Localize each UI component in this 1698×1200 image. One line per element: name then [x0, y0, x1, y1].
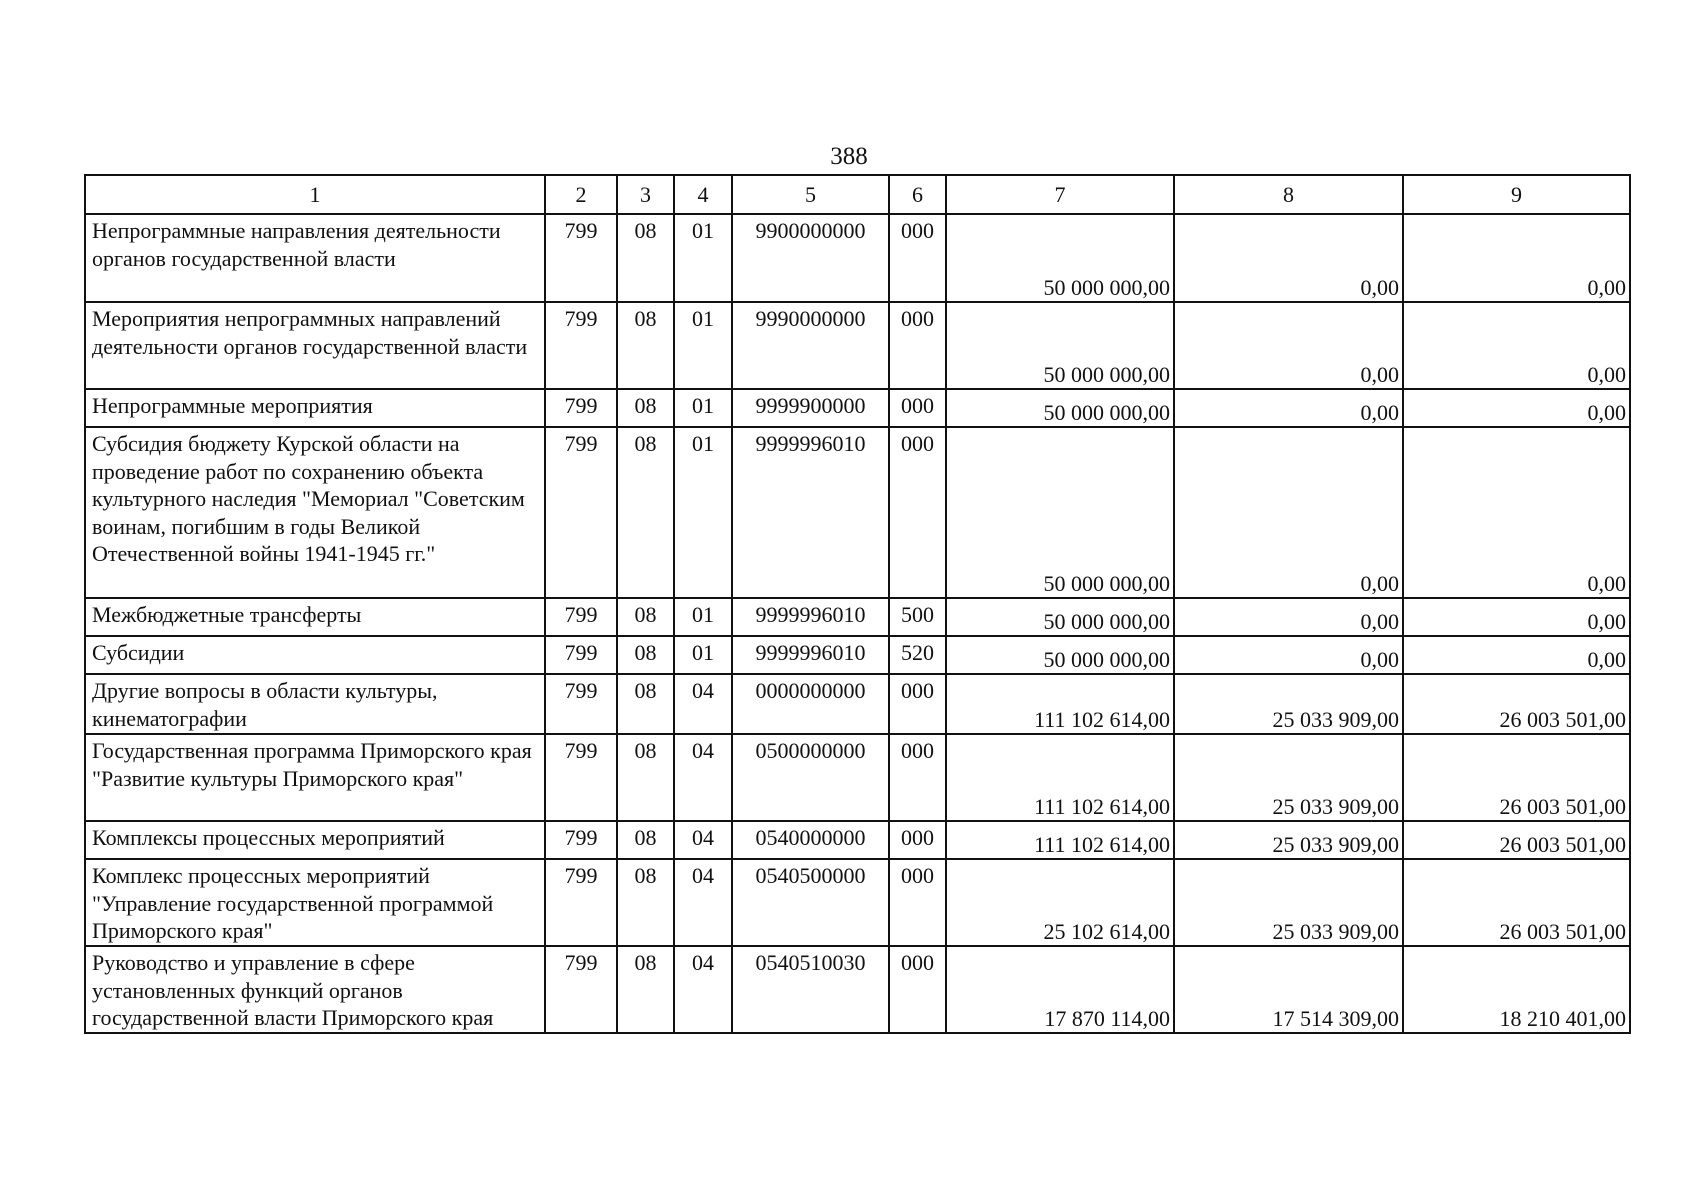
code-col-6: 000 — [889, 859, 946, 946]
code-col-5: 9900000000 — [732, 214, 889, 302]
code-col-4: 01 — [674, 302, 732, 389]
row-name: Межбюджетные трансферты — [85, 598, 545, 636]
col-header-8: 8 — [1174, 175, 1403, 214]
code-col-5: 9999900000 — [732, 389, 889, 427]
col-header-5: 5 — [732, 175, 889, 214]
table-row — [85, 946, 1630, 1033]
header-row — [85, 175, 1630, 214]
code-col-6: 000 — [889, 734, 946, 821]
code-col-4: 01 — [674, 598, 732, 636]
code-col-6: 000 — [889, 389, 946, 427]
code-col-2: 799 — [545, 214, 617, 302]
code-col-3: 08 — [617, 734, 674, 821]
code-col-6: 000 — [889, 427, 946, 598]
table-row — [85, 636, 1630, 674]
table-row — [85, 598, 1630, 636]
code-col-5: 0000000000 — [732, 674, 889, 734]
row-name: Субсидии — [85, 636, 545, 674]
row-name: Руководство и управление в сфере установленных функций органов государственной власти Приморского края — [85, 946, 545, 1033]
col-header-6: 6 — [889, 175, 946, 214]
code-col-5: 0500000000 — [732, 734, 889, 821]
amount-col-8: 0,00 — [1174, 302, 1403, 389]
code-col-4: 04 — [674, 946, 732, 1033]
amount-col-9: 26 003 501,00 — [1403, 821, 1630, 859]
code-col-5: 9999996010 — [732, 427, 889, 598]
code-col-2: 799 — [545, 859, 617, 946]
code-col-6: 500 — [889, 598, 946, 636]
code-col-4: 04 — [674, 859, 732, 946]
amount-col-7: 111 102 614,00 — [946, 734, 1174, 821]
code-col-3: 08 — [617, 821, 674, 859]
amount-col-7: 111 102 614,00 — [946, 674, 1174, 734]
col-header-7: 7 — [946, 175, 1174, 214]
code-col-6: 000 — [889, 214, 946, 302]
row-name: Государственная программа Приморского края "Развитие культуры Приморского края" — [85, 734, 545, 821]
amount-col-9: 0,00 — [1403, 214, 1630, 302]
amount-col-8: 0,00 — [1174, 427, 1403, 598]
code-col-2: 799 — [545, 389, 617, 427]
row-name: Другие вопросы в области культуры, кинематографии — [85, 674, 545, 734]
col-header-9: 9 — [1403, 175, 1630, 214]
amount-col-9: 0,00 — [1403, 636, 1630, 674]
code-col-6: 000 — [889, 821, 946, 859]
budget-table — [84, 174, 1631, 1034]
amount-col-8: 25 033 909,00 — [1174, 674, 1403, 734]
code-col-2: 799 — [545, 734, 617, 821]
code-col-4: 01 — [674, 427, 732, 598]
page-number: 388 — [830, 143, 868, 170]
col-header-1: 1 — [85, 175, 545, 214]
amount-col-7: 50 000 000,00 — [946, 214, 1174, 302]
code-col-3: 08 — [617, 598, 674, 636]
code-col-3: 08 — [617, 674, 674, 734]
code-col-5: 0540510030 — [732, 946, 889, 1033]
code-col-5: 9990000000 — [732, 302, 889, 389]
code-col-2: 799 — [545, 427, 617, 598]
code-col-4: 01 — [674, 214, 732, 302]
amount-col-8: 25 033 909,00 — [1174, 859, 1403, 946]
code-col-4: 04 — [674, 734, 732, 821]
amount-col-8: 0,00 — [1174, 636, 1403, 674]
table-row — [85, 389, 1630, 427]
table-row — [85, 214, 1630, 302]
code-col-5: 0540500000 — [732, 859, 889, 946]
amount-col-7: 50 000 000,00 — [946, 302, 1174, 389]
amount-col-8: 0,00 — [1174, 214, 1403, 302]
amount-col-8: 25 033 909,00 — [1174, 734, 1403, 821]
table-row — [85, 427, 1630, 598]
amount-col-9: 0,00 — [1403, 389, 1630, 427]
row-name: Непрограммные направления деятельности органов государственной власти — [85, 214, 545, 302]
code-col-3: 08 — [617, 302, 674, 389]
row-name: Комплексы процессных мероприятий — [85, 821, 545, 859]
col-header-2: 2 — [545, 175, 617, 214]
amount-col-8: 17 514 309,00 — [1174, 946, 1403, 1033]
code-col-2: 799 — [545, 598, 617, 636]
code-col-2: 799 — [545, 946, 617, 1033]
amount-col-9: 26 003 501,00 — [1403, 859, 1630, 946]
row-name: Субсидия бюджету Курской области на проведение работ по сохранению объекта культурного наследия "Мемориал "Советским воинам, погибшим в годы Великой Отечественной войны 1941-1945 гг." — [85, 427, 545, 598]
code-col-4: 04 — [674, 674, 732, 734]
row-name: Комплекс процессных мероприятий "Управление государственной программой Приморского края" — [85, 859, 545, 946]
col-header-3: 3 — [617, 175, 674, 214]
code-col-6: 520 — [889, 636, 946, 674]
code-col-2: 799 — [545, 636, 617, 674]
code-col-2: 799 — [545, 302, 617, 389]
amount-col-9: 0,00 — [1403, 302, 1630, 389]
code-col-3: 08 — [617, 946, 674, 1033]
code-col-3: 08 — [617, 636, 674, 674]
amount-col-7: 50 000 000,00 — [946, 389, 1174, 427]
row-name: Мероприятия непрограммных направлений деятельности органов государственной власти — [85, 302, 545, 389]
amount-col-8: 0,00 — [1174, 598, 1403, 636]
code-col-4: 04 — [674, 821, 732, 859]
table-body — [85, 214, 1630, 1033]
code-col-4: 01 — [674, 636, 732, 674]
code-col-6: 000 — [889, 302, 946, 389]
code-col-2: 799 — [545, 674, 617, 734]
amount-col-7: 50 000 000,00 — [946, 636, 1174, 674]
amount-col-9: 0,00 — [1403, 427, 1630, 598]
amount-col-7: 50 000 000,00 — [946, 598, 1174, 636]
amount-col-7: 111 102 614,00 — [946, 821, 1174, 859]
table-row — [85, 674, 1630, 734]
code-col-3: 08 — [617, 427, 674, 598]
amount-col-8: 25 033 909,00 — [1174, 821, 1403, 859]
table-row — [85, 859, 1630, 946]
code-col-5: 0540000000 — [732, 821, 889, 859]
amount-col-9: 0,00 — [1403, 598, 1630, 636]
table-header — [85, 175, 1630, 214]
amount-col-7: 17 870 114,00 — [946, 946, 1174, 1033]
table-row — [85, 302, 1630, 389]
code-col-3: 08 — [617, 389, 674, 427]
code-col-2: 799 — [545, 821, 617, 859]
amount-col-7: 25 102 614,00 — [946, 859, 1174, 946]
amount-col-9: 26 003 501,00 — [1403, 734, 1630, 821]
code-col-6: 000 — [889, 946, 946, 1033]
amount-col-7: 50 000 000,00 — [946, 427, 1174, 598]
row-name: Непрограммные мероприятия — [85, 389, 545, 427]
amount-col-9: 26 003 501,00 — [1403, 674, 1630, 734]
amount-col-9: 18 210 401,00 — [1403, 946, 1630, 1033]
code-col-5: 9999996010 — [732, 636, 889, 674]
code-col-3: 08 — [617, 859, 674, 946]
table-row — [85, 821, 1630, 859]
code-col-4: 01 — [674, 389, 732, 427]
col-header-4: 4 — [674, 175, 732, 214]
code-col-6: 000 — [889, 674, 946, 734]
table-row — [85, 734, 1630, 821]
code-col-5: 9999996010 — [732, 598, 889, 636]
code-col-3: 08 — [617, 214, 674, 302]
amount-col-8: 0,00 — [1174, 389, 1403, 427]
